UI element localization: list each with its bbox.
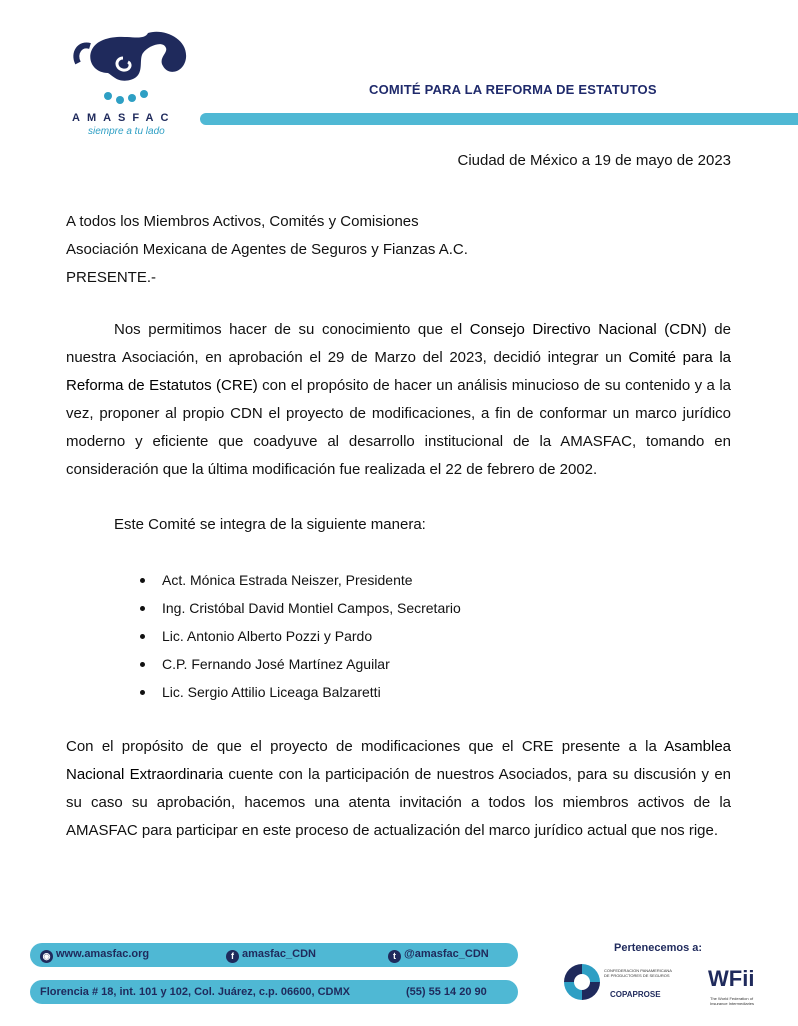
- list-item: Ing. Cristóbal David Montiel Campos, Secretario: [120, 594, 461, 622]
- copaprose-name: COPAPROSE: [610, 990, 661, 999]
- paragraph-text: de nuestra Asociación, en aprobación el 29 de Marzo del 2023, decidió integrar un: [66, 321, 731, 366]
- amasfac-logo-icon: [68, 28, 198, 110]
- paragraph-text: Nos permitimos hacer de su conocimiento que el: [114, 321, 470, 338]
- web-icon: ◉: [40, 950, 53, 963]
- twitter-text: @amasfac_CDN: [404, 948, 489, 960]
- date-line: Ciudad de México a 19 de mayo de 2023: [457, 152, 731, 169]
- facebook-icon: f: [226, 950, 239, 963]
- addressee-line: PRESENTE.-: [66, 269, 157, 286]
- wfii-logo: [708, 958, 762, 1008]
- paragraph-text: cuente con la participación de nuestros Asociados, para su discusión y en su caso su aprobación, hacemos una atenta invitación a todos los miembros activos de la AMASFAC para participar en este proceso de actualización del marco jurídico actual que nos rige.: [66, 766, 731, 839]
- facebook-text: amasfac_CDN: [242, 948, 316, 960]
- wfii-name: WFii: [708, 966, 755, 991]
- footer-address-bar: [30, 980, 518, 1004]
- highlight-cdn: Consejo Directivo Nacional (CDN): [469, 321, 707, 338]
- committee-title: COMITÉ PARA LA REFORMA DE ESTATUTOS: [369, 82, 657, 97]
- addressee-line: A todos los Miembros Activos, Comités y Comisiones: [66, 213, 419, 230]
- affiliations-label: Pertenecemos a:: [614, 942, 703, 954]
- list-item: Lic. Antonio Alberto Pozzi y Pardo: [120, 622, 461, 650]
- website-text: www.amasfac.org: [56, 948, 150, 960]
- brand-tagline: siempre a tu lado: [88, 126, 165, 137]
- highlight-cre: Comité para la Reforma de Estatutos (CRE): [66, 349, 731, 394]
- amasfac-logo: [60, 28, 210, 143]
- address-text: Florencia # 18, int. 101 y 102, Col. Juárez, c.p. 06600, CDMX: [40, 986, 350, 998]
- paragraph-intro: [66, 316, 731, 484]
- website-link[interactable]: [40, 948, 149, 963]
- paragraph-invitation: [66, 733, 731, 845]
- paragraph-text: Con el propósito de que el proyecto de modificaciones que el CRE presente a la: [66, 738, 665, 755]
- wfii-description: The World Federation of Insurance Intermediaries: [710, 996, 755, 1006]
- brand-name: AMASFAC: [72, 112, 176, 124]
- addressee-block: [66, 208, 468, 292]
- copaprose-description: CONFEDERACION PANAMERICANA DE PRODUCTORES DE SEGUROS: [604, 968, 672, 978]
- header-accent-bar: [200, 113, 798, 125]
- paragraph-text: con el propósito de hacer un análisis minucioso de su contenido y a la vez, proponer al propio CDN el proyecto de modificaciones, a fin de conformar un marco jurídico moderno y eficiente que coadyuve al desarrollo institucional de la AMASFAC, tomando en consideración que la última modificación fue realizada el 22 de febrero de 2002.: [66, 377, 731, 478]
- twitter-link[interactable]: [388, 948, 489, 963]
- copaprose-logo: [562, 960, 682, 1016]
- members-list: [120, 566, 461, 706]
- addressee-line: Asociación Mexicana de Agentes de Seguros y Fianzas A.C.: [66, 241, 468, 258]
- phone-text: (55) 55 14 20 90: [406, 986, 487, 998]
- facebook-link[interactable]: [226, 948, 316, 963]
- paragraph-committee-intro: Este Comité se integra de la siguiente manera:: [114, 516, 426, 533]
- twitter-icon: t: [388, 950, 401, 963]
- footer-contact-bar: [30, 943, 518, 967]
- highlight-assembly: Asamblea Nacional Extraordinaria: [66, 738, 731, 783]
- list-item: Lic. Sergio Attilio Liceaga Balzaretti: [120, 678, 461, 706]
- copaprose-emblem-icon: [564, 964, 600, 1000]
- list-item: Act. Mónica Estrada Neiszer, Presidente: [120, 566, 461, 594]
- list-item: C.P. Fernando José Martínez Aguilar: [120, 650, 461, 678]
